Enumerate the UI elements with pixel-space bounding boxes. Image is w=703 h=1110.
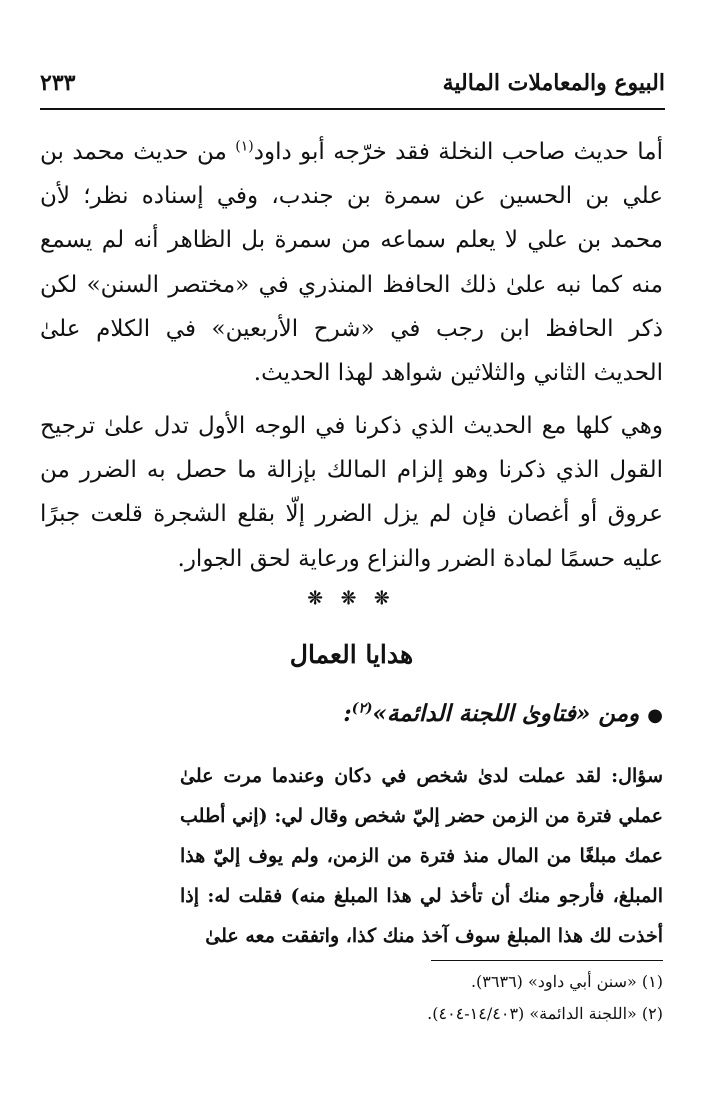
footnote-ref-1: (١) xyxy=(235,138,254,155)
footnotes xyxy=(40,966,663,1030)
question-text: سؤال: لقد عملت لدىٰ شخص في دكان وعندما مرت علىٰ عملي فترة من الزمن حضر إليّ شخص وقال لي: (إني أطلب عمك مبلغًا من المال منذ فترة من الزمن، ولم يوف إليّ هذا المبلغ، فأرجو منك أن تأخذ لي هذا المبلغ منه) فقلت له: إذا أخذت لك هذا المبلغ سوف آخذ منك كذا، واتفقت معه علىٰ xyxy=(180,765,663,947)
section-title: هدايا العمال xyxy=(289,640,414,669)
paragraph-1 xyxy=(40,130,663,395)
section-separator: ❊ ❊ ❊ xyxy=(307,588,396,609)
footnote-2: (٢) «اللجنة الدائمة» (١٤/٤٠٣-٤٠٤). xyxy=(427,1004,663,1023)
paragraph-1-text-b: من حديث محمد بن علي بن الحسين عن سمرة بن جندب، وفي إسناده نظر؛ لأن محمد بن علي لا يعلم سماعه من سمرة بل الظاهر أنه لم يسمع منه كما نبه علىٰ ذلك الحافظ المنذري في «مختصر السنن» لكن ذكر الحافظ ابن رجب في «شرح الأربعين» في الكلام علىٰ الحديث الثاني والثلاثين شواهد لهذا الحديث. xyxy=(40,139,663,387)
page-header xyxy=(40,68,665,110)
source-line xyxy=(40,700,663,727)
source-colon: : xyxy=(343,700,352,727)
footnote-ref-2: (٢) xyxy=(351,700,373,717)
footnote-1: (١) «سنن أبي داود» (٣٦٣٦). xyxy=(470,972,663,991)
paragraph-1-text-a: أما حديث صاحب النخلة فقد خرّجه أبو داود xyxy=(253,139,663,165)
footnote-divider xyxy=(431,960,663,961)
page-number: ٢٣٣ xyxy=(40,70,76,96)
source-text: ومن «فتاوىٰ اللجنة الدائمة» xyxy=(372,700,640,727)
bullet-icon: ● xyxy=(647,705,663,726)
paragraph-2: وهي كلها مع الحديث الذي ذكرنا في الوجه الأول تدل علىٰ ترجيح القول الذي ذكرنا وهو إلزام المالك بإزالة ما حصل به الضرر من عروق أو أغصان فإن لم يزل الضرر إلّا بقلع الشجرة قلعت جبرًا عليه حسمًا لمادة الضرر والنزاع ورعاية لحق الجوار. xyxy=(40,413,663,572)
running-title: البيوع والمعاملات المالية xyxy=(442,70,665,96)
